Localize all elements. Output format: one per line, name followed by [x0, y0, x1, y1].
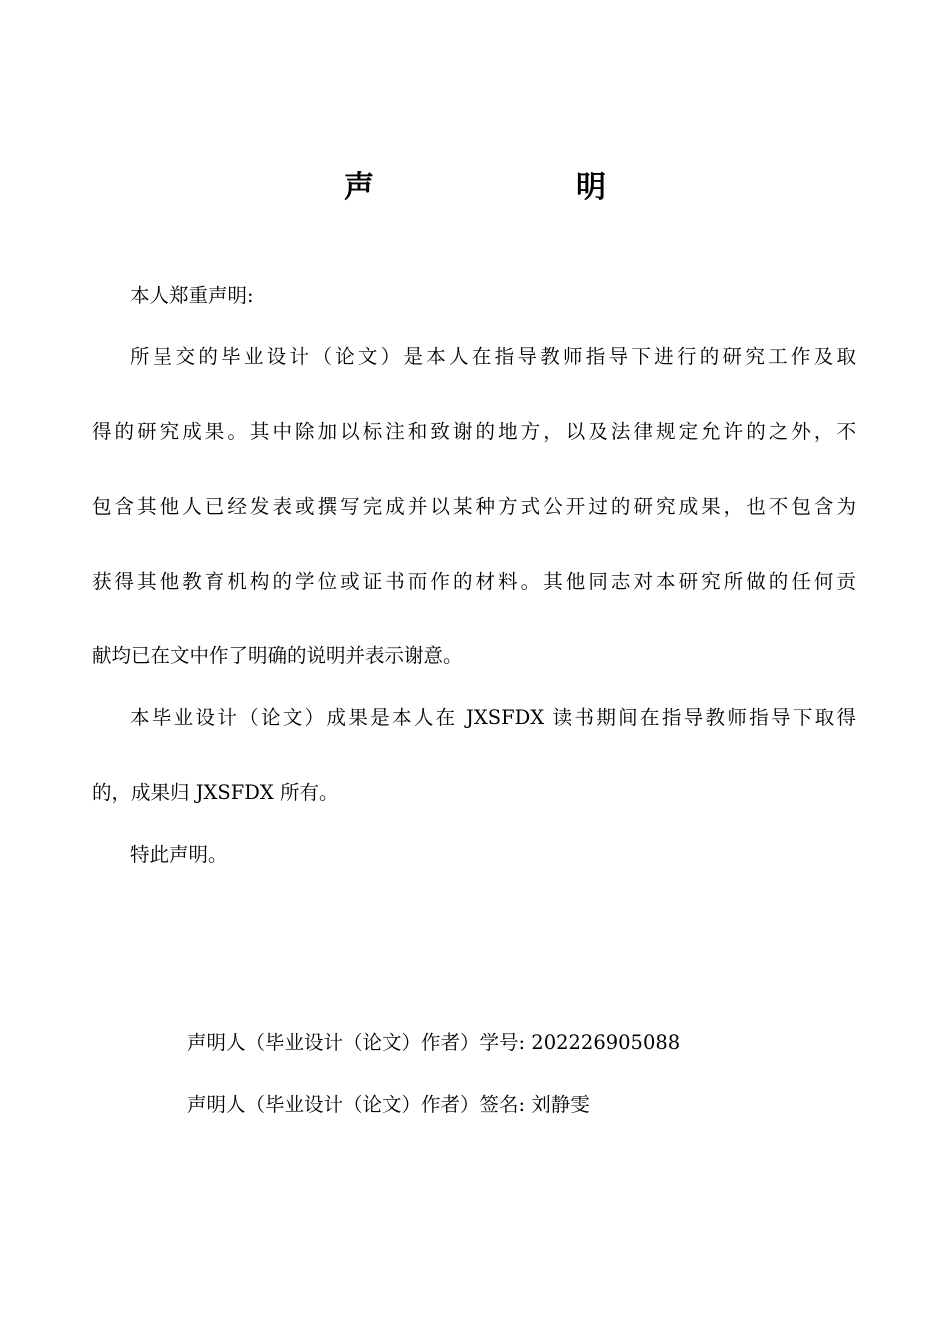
- signature-line: [187, 1091, 590, 1119]
- paragraph-2-line-2: 的，成果归 JXSFDX 所有。: [92, 781, 339, 804]
- signature-name: 刘静雯: [531, 1093, 590, 1116]
- paragraph-1-line-4: 获得其他教育机构的学位或证书而作的材料。其他同志对本研究所做的任何贡: [92, 570, 856, 593]
- paragraph-1-line-3: 包含其他人已经发表或撰写完成并以某种方式公开过的研究成果，也不包含为: [92, 495, 856, 518]
- paragraph-1-line-2: 得的研究成果。其中除加以标注和致谢的地方，以及法律规定允许的之外，不: [92, 420, 856, 443]
- student-id-label: 声明人（毕业设计（论文）作者）学号:: [187, 1031, 526, 1054]
- closing-statement: 特此声明。: [130, 843, 228, 866]
- opening-statement: 本人郑重声明:: [130, 284, 254, 307]
- paragraph-2-line-1: 本毕业设计（论文）成果是本人在 JXSFDX 读书期间在指导教师指导下取得: [130, 706, 856, 729]
- student-id-line: [187, 1029, 680, 1057]
- student-id-value: 202226905088: [531, 1031, 681, 1054]
- signature-label: 声明人（毕业设计（论文）作者）签名:: [187, 1093, 526, 1116]
- paragraph-1-line-5: 献均已在文中作了明确的说明并表示谢意。: [92, 644, 463, 667]
- paragraph-1-line-1: 所呈交的毕业设计（论文）是本人在指导教师指导下进行的研究工作及取: [130, 345, 856, 368]
- page-title: 声 明: [344, 170, 692, 205]
